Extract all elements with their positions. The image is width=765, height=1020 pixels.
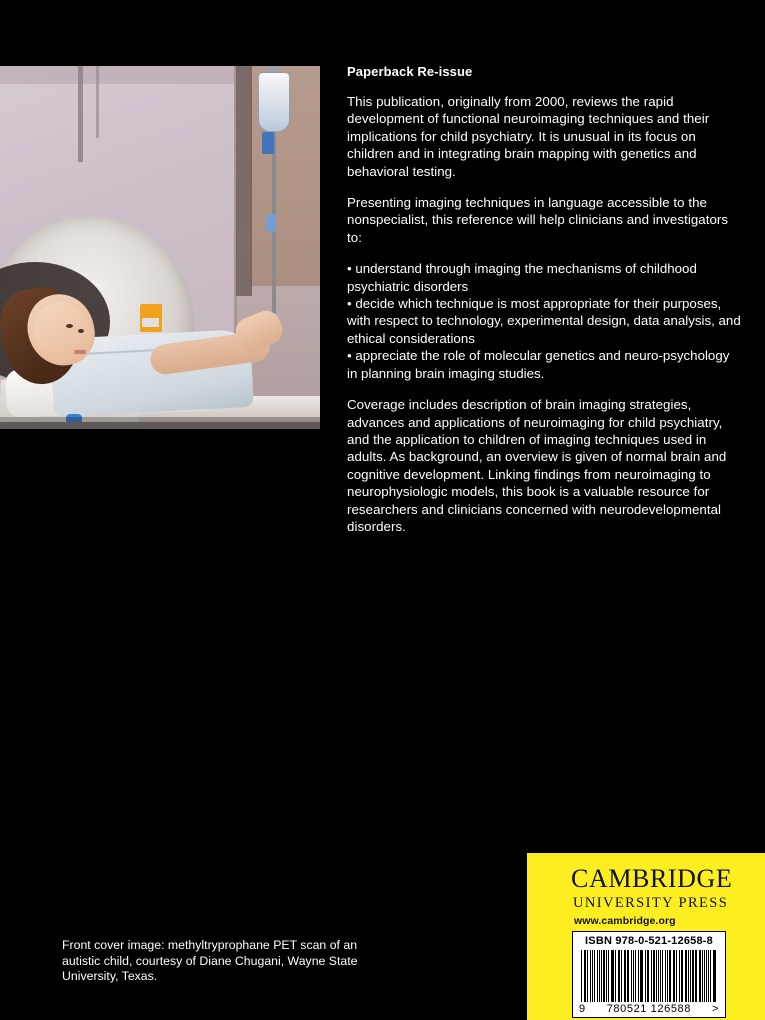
barcode-bar [662, 950, 663, 1002]
publisher-website: www.cambridge.org [574, 915, 676, 927]
iv-bag-icon [258, 72, 290, 132]
photo-bottom-shadow [0, 417, 320, 429]
barcode-bar [585, 950, 586, 1002]
barcode-bar [628, 950, 629, 1002]
barcode-bar [631, 950, 632, 1002]
photo-ceiling-trim [0, 66, 250, 84]
blurb-bullet-list [347, 260, 742, 382]
publisher-name: CAMBRIDGE [571, 864, 733, 893]
publisher-panel [527, 853, 765, 1020]
scanner-label-text [142, 318, 159, 327]
blurb-heading: Paperback Re-issue [347, 64, 473, 79]
barcode-bar [584, 950, 585, 1002]
barcode-bar [696, 950, 697, 1002]
barcode-bar [603, 950, 604, 1002]
barcode-bar [627, 950, 628, 1002]
barcode-bar [648, 950, 649, 1002]
blurb-bullet-1: • understand through imaging the mechanisms of childhood psychiatric disorders [347, 261, 697, 294]
barcode-bar [608, 950, 609, 1002]
barcode-bar [624, 950, 626, 1002]
barcode-bar [667, 950, 668, 1002]
isbn-label: ISBN 978-0-521-12658-8 [585, 935, 713, 947]
barcode-bar [710, 950, 711, 1002]
barcode-bar [674, 950, 675, 1002]
iv-drip-chamber [266, 214, 276, 232]
barcode-bar [708, 950, 709, 1002]
front-cover-photo [0, 66, 320, 429]
barcode-bar [611, 950, 612, 1002]
barcode-digits [573, 1002, 725, 1015]
photo-door-frame [236, 66, 252, 296]
barcode-bar [682, 950, 683, 1002]
barcode-bar [673, 950, 674, 1002]
barcode-bar [618, 950, 619, 1002]
barcode-bar [592, 950, 594, 1002]
barcode-bar [640, 950, 641, 1002]
blurb-paragraph-2: Presenting imaging techniques in language accessible to the nonspecialist, this reference will help clinicians and investigators to: [347, 195, 729, 245]
barcode-bar [688, 950, 689, 1002]
patient-mouth [74, 350, 86, 354]
barcode-bar [619, 950, 620, 1002]
photo-wall-cable [78, 66, 83, 162]
patient-eye-right [78, 329, 84, 333]
barcode-bar [699, 950, 701, 1002]
barcode-bar [656, 950, 657, 1002]
iv-bag-port [262, 132, 274, 154]
barcode-bar [587, 950, 588, 1002]
barcode-bar [641, 950, 643, 1002]
barcode-bar [590, 950, 591, 1002]
barcode-bar [665, 950, 666, 1002]
barcode-digits-main: 780521 126588 [606, 1003, 691, 1015]
barcode-icon [581, 950, 717, 1002]
cover-image-credit: Front cover image: methyltryprophane PET scan of an autistic child, courtesy of Diane Chugani, Wayne State University, Texas. [62, 938, 358, 984]
barcode-bar [660, 950, 661, 1002]
barcode-bar [692, 950, 693, 1002]
barcode-bar [612, 950, 614, 1002]
barcode-bar [695, 950, 696, 1002]
barcode-bar [685, 950, 687, 1002]
blurb-bullet-3: • appreciate the role of molecular genetics and neuro-psychology in planning brain imaging studies. [347, 348, 730, 381]
barcode-bar [669, 950, 671, 1002]
barcode-bar [679, 950, 680, 1002]
barcode-bar [621, 950, 622, 1002]
barcode-bar [615, 950, 616, 1002]
barcode-bar [599, 950, 600, 1002]
barcode-digit-left: 9 [579, 1003, 586, 1015]
barcode-bar [635, 950, 636, 1002]
barcode-bar [653, 950, 655, 1002]
barcode-bar [647, 950, 648, 1002]
barcode-bar [690, 950, 691, 1002]
barcode-bar [681, 950, 682, 1002]
barcode-bar [658, 950, 659, 1002]
barcode-bar [702, 950, 703, 1002]
isbn-barcode-block [572, 931, 726, 1018]
blurb-bullet-2: • decide which technique is most appropriate for their purposes, with respect to technology, experimental design, data analysis, and ethical considerations [347, 296, 741, 346]
blurb-paragraph-3: Coverage includes description of brain imaging strategies, advances and applications of neuroimaging for child psychiatry, and the application to children of imaging techniques used in adults. As background, an overview is given of normal brain and cognitive development. Linking findings from neuroimaging to neurophysiologic models, this book is a valuable resource for researchers and clinicians concerned with neurodevelopmental disorders. [347, 397, 727, 534]
patient-eye-left [66, 324, 73, 328]
barcode-bar [713, 950, 714, 1002]
barcode-bar [676, 950, 677, 1002]
photo-wall-cable-secondary [96, 66, 99, 138]
barcode-bar [601, 950, 602, 1002]
barcode-bar [706, 950, 707, 1002]
barcode-bar [594, 950, 595, 1002]
barcode-bar [704, 950, 705, 1002]
barcode-bar [651, 950, 652, 1002]
publisher-imprint: UNIVERSITY PRESS [573, 895, 729, 911]
barcode-bar [597, 950, 598, 1002]
barcode-bar [633, 950, 634, 1002]
barcode-digit-right: > [711, 1003, 719, 1015]
blurb-paragraph-1: This publication, originally from 2000, reviews the rapid development of functional neuroimaging techniques and their implications for child psychiatry. It is unusual in its focus on children and in integrating brain mapping with genetics and behavioral testing. [347, 94, 710, 179]
barcode-bar [645, 950, 646, 1002]
barcode-bar [714, 950, 716, 1002]
barcode-bar [638, 950, 639, 1002]
back-cover-blurb [347, 64, 742, 549]
barcode-bar [606, 950, 607, 1002]
barcode-bar [581, 950, 582, 1002]
